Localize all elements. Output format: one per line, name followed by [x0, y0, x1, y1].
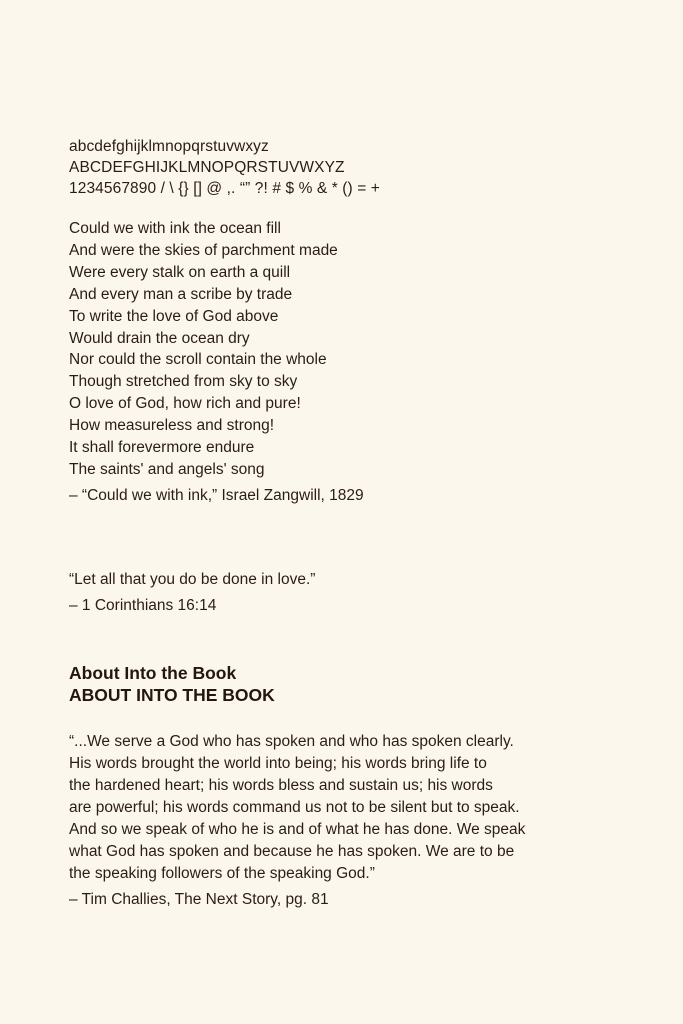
quote-line: the hardened heart; his words bless and sustain us; his words — [69, 776, 493, 794]
quote-line: And so we speak of who he is and of what he has done. We speak — [69, 820, 526, 838]
quote-line: are powerful; his words command us not to be silent but to speak. — [69, 798, 520, 816]
section-heading-caps: ABOUT INTO THE BOOK — [69, 684, 275, 705]
poem-line: The saints' and angels' song — [69, 460, 265, 478]
poem-line: O love of God, how rich and pure! — [69, 395, 301, 413]
quote-line: the speaking followers of the speaking God.” — [69, 864, 375, 882]
character-specimen — [69, 136, 649, 199]
quote-line: His words brought the world into being; his words bring life to — [69, 754, 487, 772]
poem-line: How measureless and strong! — [69, 417, 275, 435]
about-attribution: – Tim Challies, The Next Story, pg. 81 — [69, 890, 329, 908]
about-quote — [69, 731, 649, 885]
page-content — [69, 136, 649, 911]
poem-line: Were every stalk on earth a quill — [69, 263, 291, 281]
spacer — [69, 706, 649, 731]
poem-line: Though stretched from sky to sky — [69, 373, 298, 391]
poem-line: And every man a scribe by trade — [69, 285, 293, 303]
bible-verse-quote: “Let all that you do be done in love.” — [69, 570, 316, 588]
poem-line: Could we with ink the ocean fill — [69, 220, 281, 237]
poem-line: Nor could the scroll contain the whole — [69, 351, 327, 369]
poem-line: To write the love of God above — [69, 307, 279, 325]
uppercase-alphabet: ABCDEFGHIJKLMNOPQRSTUVWXYZ — [69, 159, 345, 176]
poem-line: And were the skies of parchment made — [69, 241, 338, 259]
quote-line: “...We serve a God who has spoken and who has spoken clearly. — [69, 732, 514, 750]
section-heading: About Into the Book — [69, 662, 237, 683]
poem-attribution: – “Could we with ink,” Israel Zangwill, 1829 — [69, 486, 364, 504]
bible-verse-attribution: – 1 Corinthians 16:14 — [69, 596, 217, 614]
quote-line: what God has spoken and because he has spoken. We are to be — [69, 842, 515, 860]
poem-line: Would drain the ocean dry — [69, 329, 250, 347]
poem-line: It shall forevermore endure — [69, 439, 255, 457]
spacer — [69, 617, 649, 662]
poem — [69, 218, 649, 481]
lowercase-alphabet: abcdefghijklmnopqrstuvwxyz — [69, 138, 269, 155]
spacer — [69, 507, 649, 569]
numerals-and-symbols: 1234567890 / \ {} [] @ ,. “” ?! # $ % & * () = + — [69, 180, 380, 197]
